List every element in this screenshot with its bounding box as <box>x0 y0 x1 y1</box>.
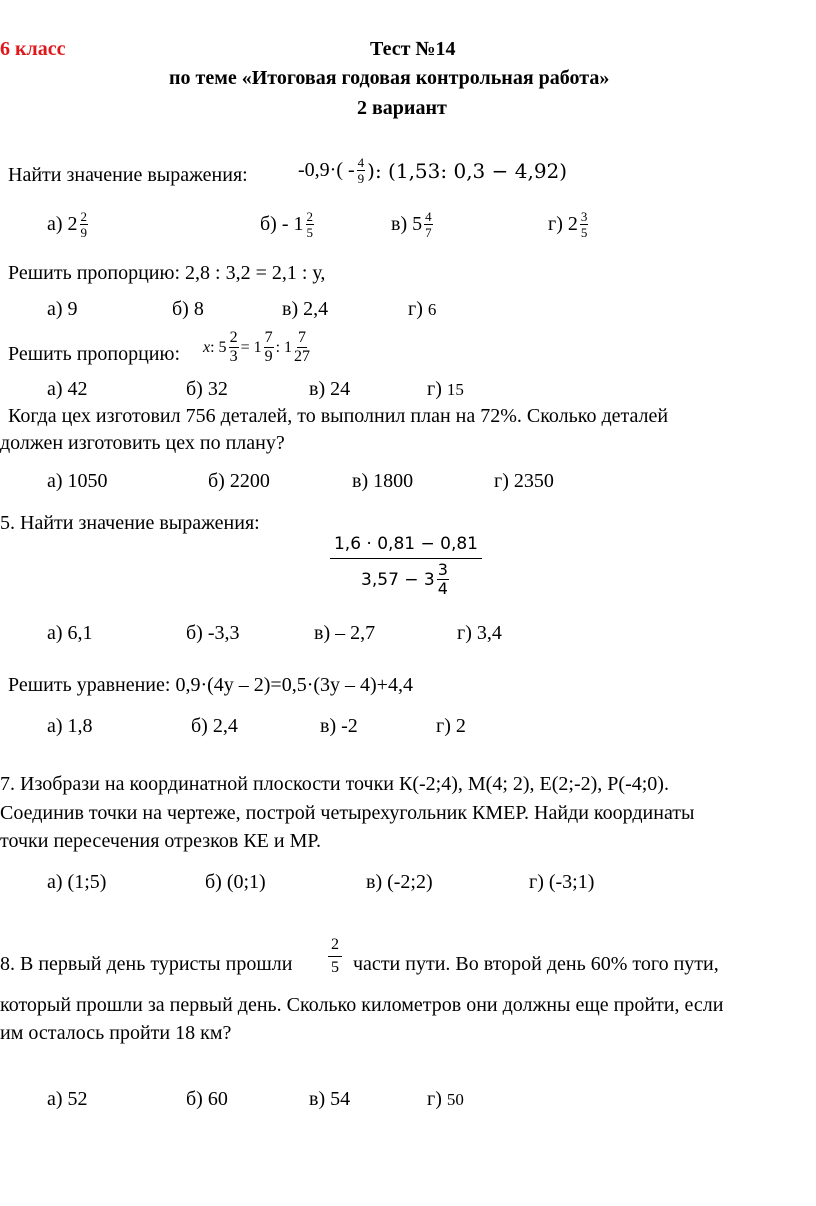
q8-fraction <box>326 937 344 976</box>
q1-d-num: 3 <box>580 209 588 224</box>
q7-line1: 7. Изобрази на координатной плоскости точки К(-2;4), М(4; 2), Е(2;-2), Р(-4;0). <box>0 773 669 795</box>
q2-option-b: б) 8 <box>172 298 204 320</box>
q1-option-d <box>548 210 590 239</box>
q1-a-label: а) 2 <box>47 213 78 235</box>
q8-option-a: а) 52 <box>47 1088 88 1110</box>
q6-option-c: в) -2 <box>320 715 358 737</box>
q8-line3: им осталось пройти 18 км? <box>0 1022 232 1044</box>
q1-option-a <box>47 210 90 239</box>
test-title: Тест №14 <box>370 38 456 60</box>
q5-option-c: в) – 2,7 <box>314 622 376 644</box>
q5-den-num: 3 <box>437 560 448 579</box>
q5-text: 5. Найти значение выражения: <box>0 512 260 534</box>
q1-c-label: в) 5 <box>391 213 423 235</box>
q1-option-b <box>260 210 316 239</box>
q5-option-b: б) -3,3 <box>186 622 240 644</box>
q3-d-label: г) <box>427 378 442 400</box>
q1-expr-b: ): (1,53: 0,3 − 4,92) <box>367 158 568 183</box>
q8-d-label: г) <box>427 1088 442 1110</box>
q1-expr-a: -0,9·( - <box>298 159 355 181</box>
q2-option-a: а) 9 <box>47 298 78 320</box>
q3-p3: : 1 <box>275 338 293 356</box>
q7-option-c: в) (-2;2) <box>366 871 433 893</box>
q5-option-d: г) 3,4 <box>457 622 502 644</box>
q4-option-a: а) 1050 <box>47 470 108 492</box>
q3-option-d <box>427 378 464 401</box>
q2-d-value: 6 <box>427 300 437 319</box>
q5-option-a: а) 6,1 <box>47 622 93 644</box>
q1-d-label: г) 2 <box>548 213 578 235</box>
q2-option-c: в) 2,4 <box>282 298 329 320</box>
q1-b-num: 2 <box>306 209 313 224</box>
q1-b-fraction <box>306 210 315 239</box>
q1-expr-num: 4 <box>357 155 365 170</box>
q1-option-c <box>391 210 435 239</box>
q4-option-c: в) 1800 <box>352 470 414 492</box>
q3-p2: = 1 <box>240 338 262 356</box>
q8-line1a: 8. В первый день туристы прошли <box>0 953 293 975</box>
q3-frac3 <box>294 330 310 365</box>
q8-option-c: в) 54 <box>309 1088 351 1110</box>
q8-option-d <box>427 1088 464 1111</box>
q8-option-b: б) 60 <box>186 1088 228 1110</box>
q7-option-b: б) (0;1) <box>205 871 266 893</box>
q3-x: x <box>203 338 211 356</box>
q7-line3: точки пересечения отрезков КЕ и МР. <box>0 830 321 852</box>
q8-f-num: 2 <box>328 937 342 957</box>
q7-option-d: г) (-3;1) <box>529 871 595 893</box>
q3-frac1 <box>229 330 239 365</box>
q7-option-a: а) (1;5) <box>47 871 107 893</box>
q1-a-fraction <box>80 210 89 239</box>
q1-c-num: 4 <box>425 209 432 224</box>
q1-a-den: 9 <box>80 225 88 240</box>
q2-d-label: г) <box>408 298 423 320</box>
q8-d-value: 50 <box>446 1090 464 1109</box>
q1-expr-fraction <box>357 156 366 185</box>
q8-line2: который прошли за первый день. Сколько километров они должны еще пройти, если <box>0 994 724 1016</box>
q2-option-d <box>408 298 436 321</box>
q1-b-den: 5 <box>306 225 313 240</box>
q3-text: Решить пропорцию: <box>8 343 181 365</box>
q1-b-label: б) - 1 <box>260 213 304 235</box>
q8-f-den: 5 <box>331 959 339 976</box>
q5-den-fraction <box>437 562 449 597</box>
q6-option-b: б) 2,4 <box>191 715 238 737</box>
q3-option-c: в) 24 <box>309 378 351 400</box>
q3-d-value: 15 <box>446 380 464 399</box>
q4-option-b: б) 2200 <box>208 470 270 492</box>
q5-denominator <box>361 559 451 597</box>
q3-option-a: а) 42 <box>47 378 88 400</box>
q5-fraction <box>330 534 482 597</box>
q1-expression <box>298 156 567 185</box>
q1-c-den: 7 <box>425 225 432 240</box>
q3-frac2 <box>264 330 274 365</box>
q1-expr-den: 9 <box>357 171 365 186</box>
q3-option-b: б) 32 <box>186 378 228 400</box>
q1-a-num: 2 <box>80 209 88 224</box>
q4-line2: должен изготовить цех по плану? <box>0 432 285 454</box>
q3-f2-den: 9 <box>264 348 273 365</box>
q5-numerator: 1,6 · 0,81 − 0,81 <box>330 534 482 559</box>
q6-option-a: а) 1,8 <box>47 715 93 737</box>
q3-proportion <box>203 330 312 365</box>
q3-f1-num: 2 <box>229 329 238 346</box>
q1-d-den: 5 <box>580 225 588 240</box>
q4-line1: Когда цех изготовил 756 деталей, то выполнил план на 72%. Сколько деталей <box>8 405 669 427</box>
q6-text: Решить уравнение: 0,9·(4у – 2)=0,5·(3у – 4)+4,4 <box>8 674 413 696</box>
q7-line2: Соединив точки на чертеже, построй четырехугольник КМЕР. Найди координаты <box>0 802 695 824</box>
q6-option-d: г) 2 <box>436 715 466 737</box>
q8-fraction-inner <box>328 937 342 976</box>
q8-line1b: части пути. Во второй день 60% того пути, <box>353 953 719 975</box>
q4-option-d: г) 2350 <box>494 470 554 492</box>
q1-c-fraction <box>424 210 433 239</box>
q3-f3-num: 7 <box>298 329 307 346</box>
q2-text: Решить пропорцию: 2,8 : 3,2 = 2,1 : у, <box>8 262 326 284</box>
test-subtitle: по теме «Итоговая годовая контрольная работа» <box>169 67 610 89</box>
q1-text: Найти значение выражения: <box>8 164 248 186</box>
grade-label: 6 класс <box>0 38 66 60</box>
variant-label: 2 вариант <box>357 97 447 119</box>
q1-d-fraction <box>580 210 589 239</box>
q3-f1-den: 3 <box>229 348 238 365</box>
q3-f2-num: 7 <box>264 329 273 346</box>
q3-f3-den: 27 <box>294 348 311 365</box>
q5-den-den: 4 <box>437 579 448 598</box>
q3-p1: : 5 <box>210 338 227 356</box>
q5-den-text: 3,57 − 3 <box>361 569 435 590</box>
